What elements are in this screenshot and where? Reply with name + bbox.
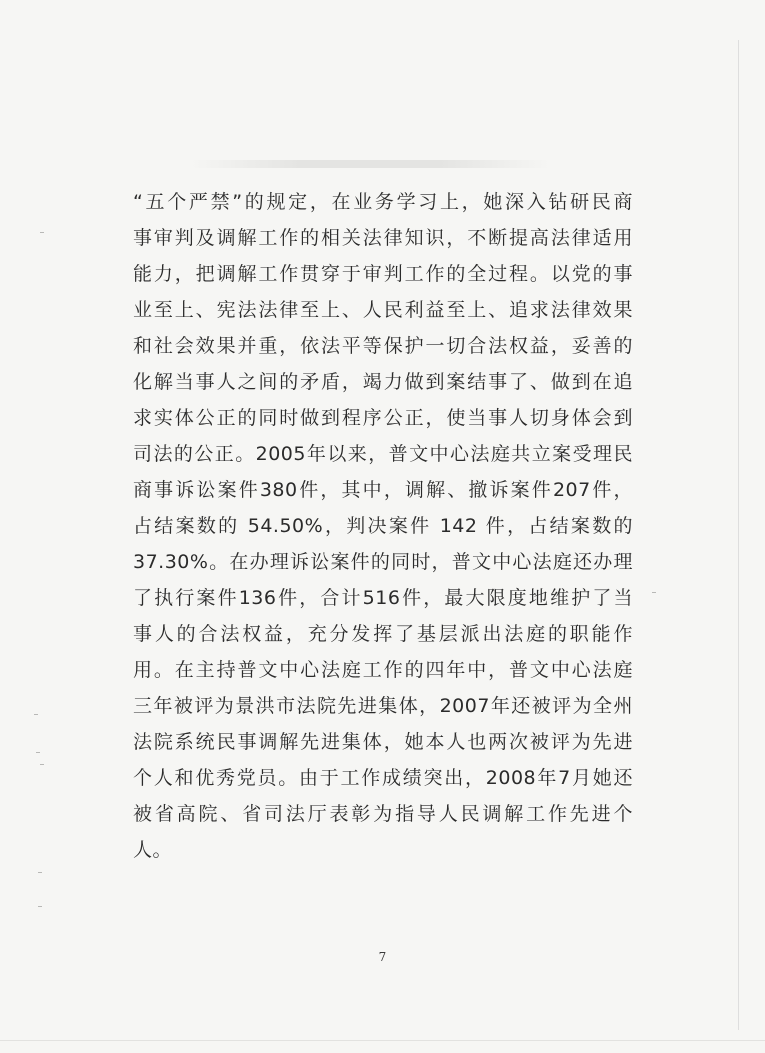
body-text (133, 184, 633, 868)
text-line: 占结案数的 54.50%，判决案件 142 件，占结案数的 (133, 515, 633, 537)
text-line: 化解当事人之间的矛盾，竭力做到案结事了、做到在追 (133, 371, 633, 393)
scan-speck (40, 764, 44, 765)
bleed-through-mark (190, 160, 550, 168)
text-line: 法院系统民事调解先进集体，她本人也两次被评为先进 (133, 731, 633, 753)
text-line: 37.30%。在办理诉讼案件的同时，普文中心法庭还办理 (133, 551, 633, 573)
page-number: 7 (378, 950, 387, 964)
text-line: 三年被评为景洪市法院先进集体，2007年还被评为全州 (133, 695, 633, 717)
text-line: 被省高院、省司法厅表彰为指导人民调解工作先进个 (133, 803, 633, 825)
text-line: 了执行案件136件，合计516件，最大限度地维护了当 (133, 587, 633, 609)
text-line: 司法的公正。2005年以来，普文中心法庭共立案受理民 (133, 443, 633, 465)
text-line: 事人的合法权益，充分发挥了基层派出法庭的职能作 (133, 623, 633, 645)
text-line: 商事诉讼案件380件，其中，调解、撤诉案件207件， (133, 479, 633, 501)
text-line: 人。 (133, 839, 173, 861)
scan-edge-right (738, 40, 739, 1030)
scan-speck (38, 872, 42, 873)
scan-edge-bottom (0, 1040, 765, 1041)
scan-speck (40, 232, 44, 233)
scan-speck (34, 714, 38, 715)
text-line: 求实体公正的同时做到程序公正，使当事人切身体会到 (133, 407, 633, 429)
text-line: “五个严禁”的规定，在业务学习上，她深入钻研民商 (133, 191, 633, 213)
text-line: 能力，把调解工作贯穿于审判工作的全过程。以党的事 (133, 263, 633, 285)
scan-speck (36, 752, 40, 753)
text-line: 业至上、宪法法律至上、人民利益至上、追求法律效果 (133, 299, 633, 321)
scan-speck (652, 592, 656, 593)
text-line: 和社会效果并重，依法平等保护一切合法权益，妥善的 (133, 335, 633, 357)
scan-speck (38, 906, 42, 907)
text-line: 事审判及调解工作的相关法律知识，不断提高法律适用 (133, 227, 633, 249)
text-line: 个人和优秀党员。由于工作成绩突出，2008年7月她还 (133, 767, 633, 789)
text-line: 用。在主持普文中心法庭工作的四年中，普文中心法庭 (133, 659, 633, 681)
